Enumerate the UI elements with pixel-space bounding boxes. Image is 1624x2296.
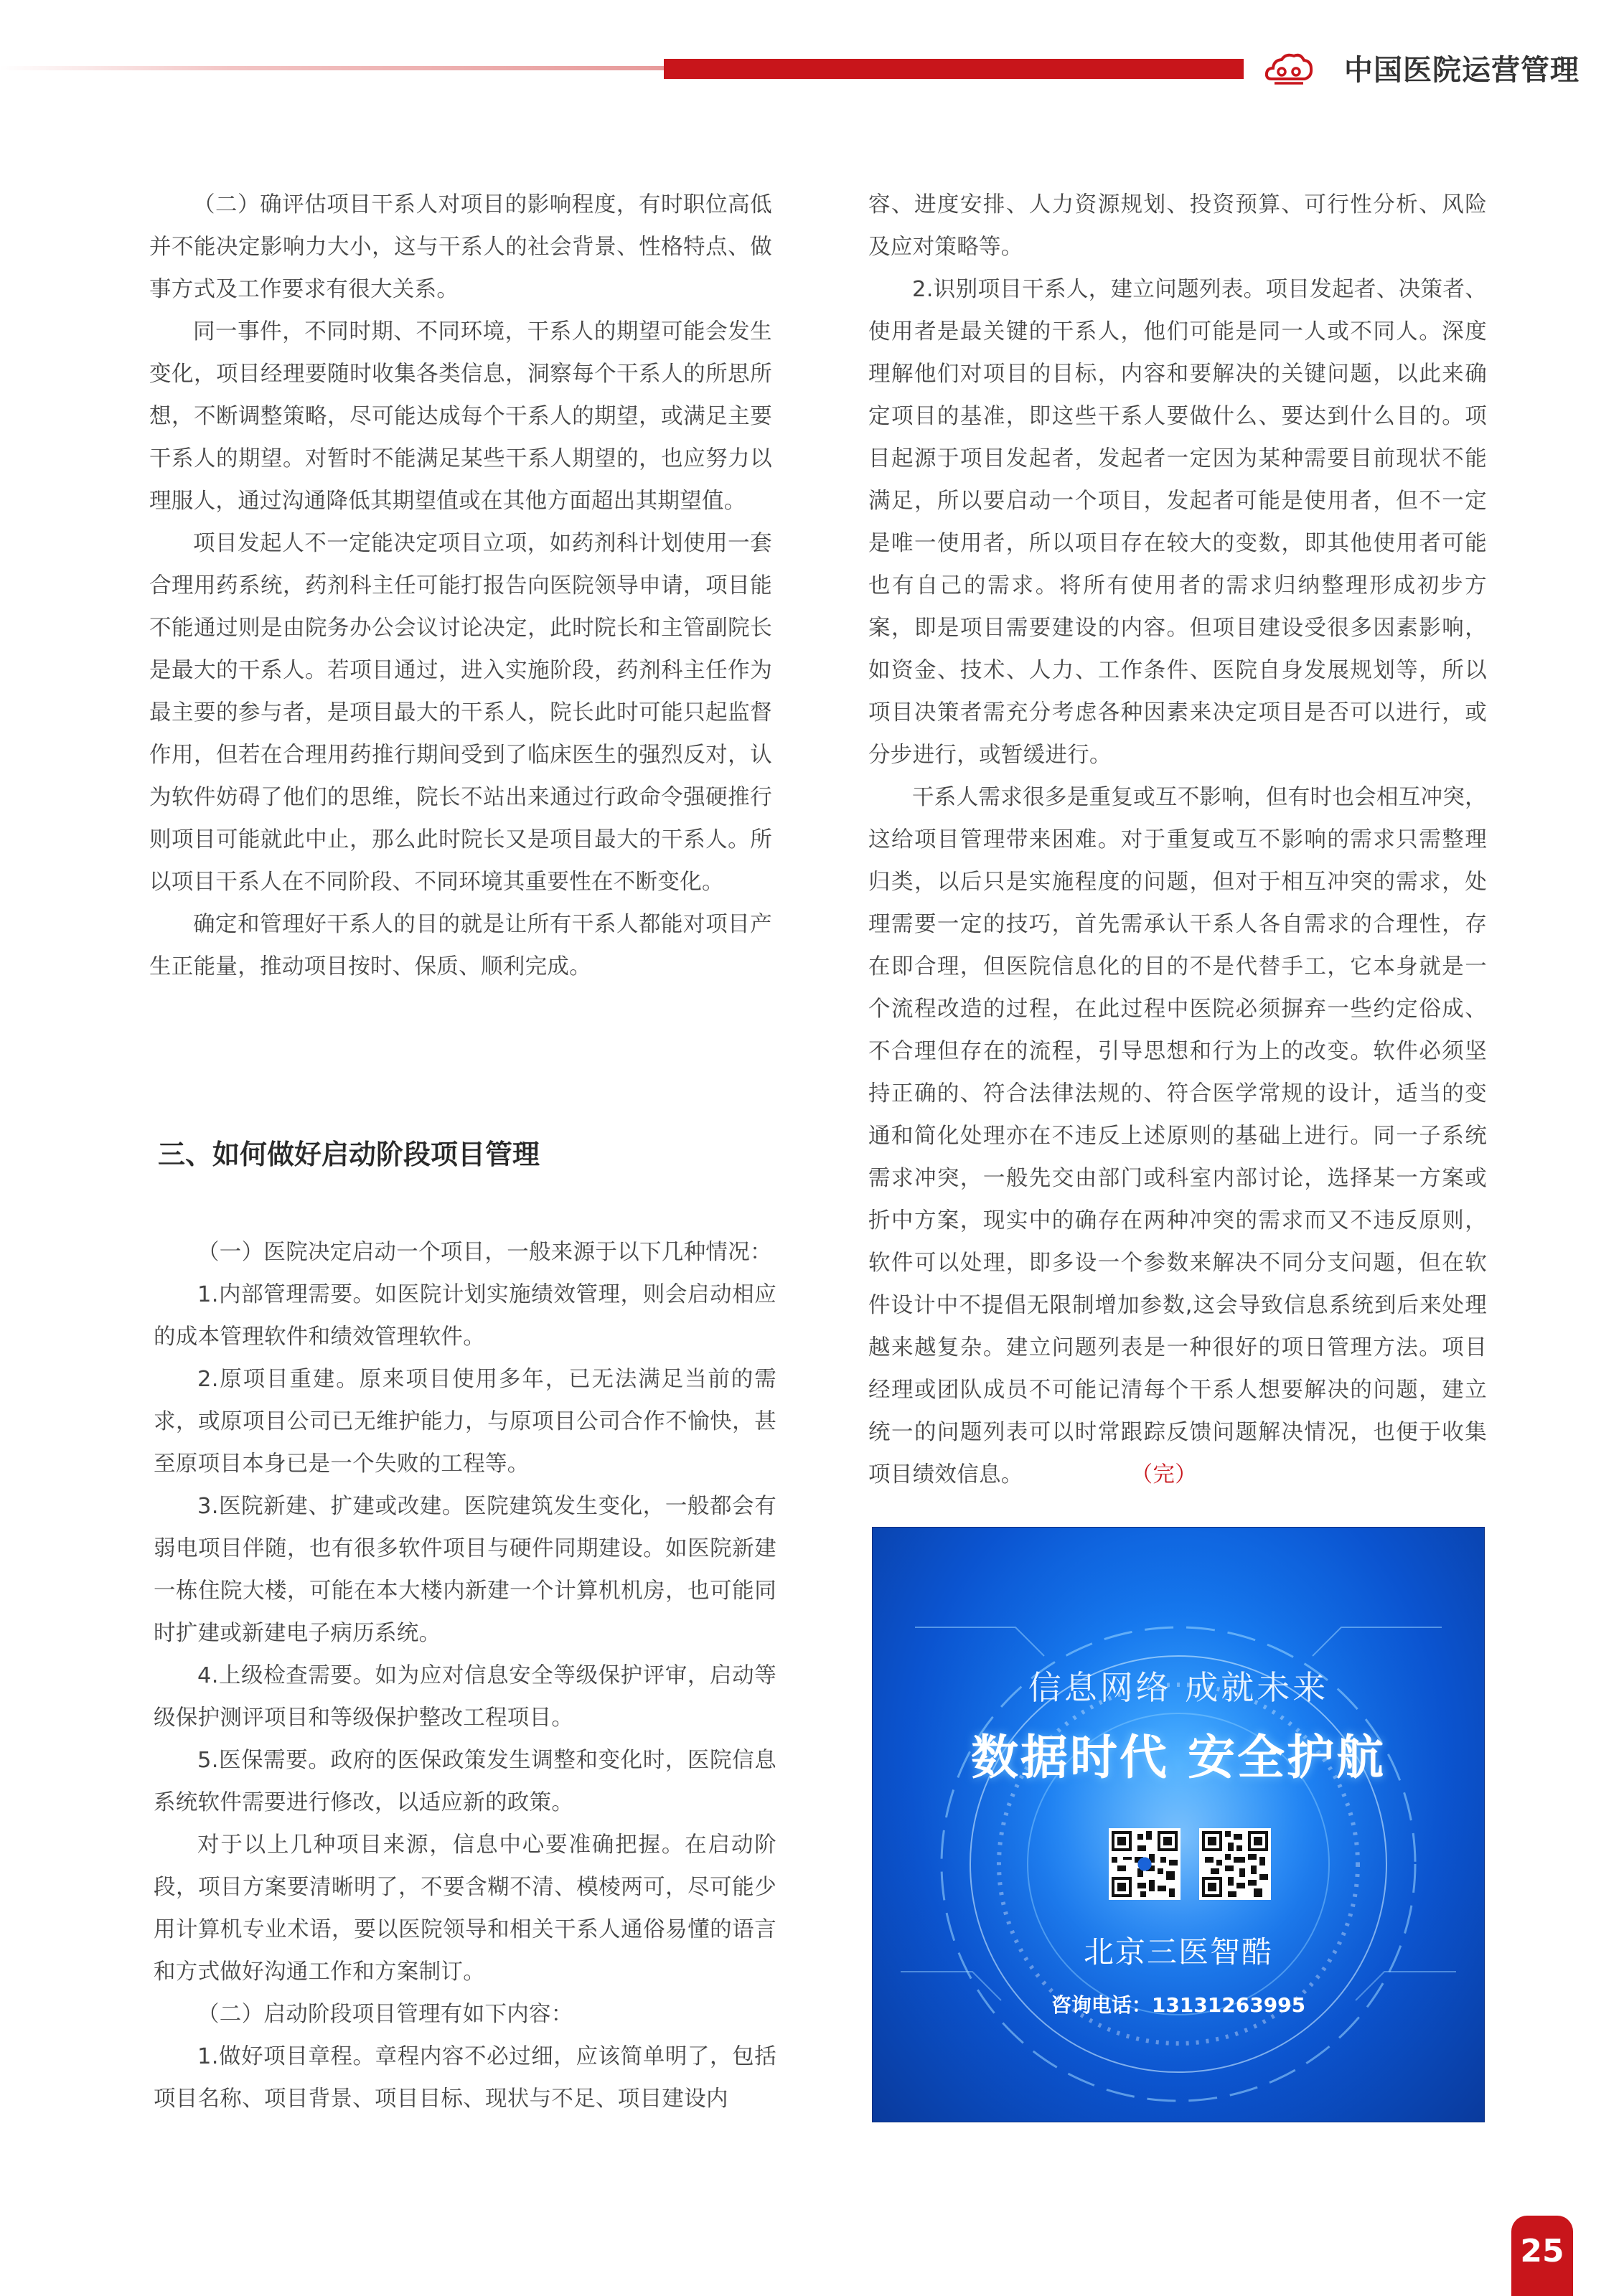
end-mark: （完） bbox=[1130, 1462, 1198, 1487]
header-rule-red bbox=[664, 59, 1244, 79]
paragraph: 同一事件，不同时期、不同环境，干系人的期望可能会发生变化，项目经理要随时收集各类信息，洞察每个干系人的所思所想，不断调整策略，尽可能达成每个干系人的期望，或满足主要干系人的期望。对暂时不能满足某些干系人期望的，也应努力以理服人，通过沟通降低其期望值或在其他方面超出其期望值。 bbox=[149, 319, 772, 514]
cloud-logo-icon bbox=[1264, 50, 1313, 88]
qr-code-icon bbox=[1199, 1828, 1271, 1900]
paragraph-text: 干系人需求很多是重复或互不影响，但有时也会相互冲突，这给项目管理带来困难。对于重复或互不影响的需求只需整理归类，以后只是实施程度的问题，但对于相互冲突的需求，处理需要一定的技巧，首先需承认干系人各自需求的合理性，存在即合理，但医院信息化的目的不是代替手工，它本身就是一个流程改造的过程，在此过程中医院必须摒弃一些约定俗成、不合理但存在的流程，引导思想和行为上的改变。软件必须坚持正确的、符合法律法规的、符合医学常规的设计，适当的变通和简化处理亦在不违反上述原则的基础上进行。同一子系统需求冲突，一般先交由部门或科室内部讨论，选择某一方案或折中方案，现实中的确存在两种冲突的需求而又不违反原则，软件可以处理，即多设一个参数来解决不同分支问题，但在软件设计中不提倡无限制增加参数,这会导致信息系统到后来处理越来越复杂。建立问题列表是一种很好的项日管理方法。项目经理或团队成员不可能记清每个干系人想要解决的问题，建立统一的问题列表可以时常跟踪反馈问题解决情况，也便于收集项目绩效信息。 bbox=[868, 785, 1487, 1487]
paragraph: （二）确评估项目干系人对项目的影响程度，有时职位高低并不能决定影响力大小，这与干系人的社会背景、性格特点、做事方式及工作要求有很大关系。 bbox=[149, 192, 772, 302]
header-rule-thin bbox=[0, 66, 664, 70]
ad-company: 北京三医智酷 bbox=[1083, 1934, 1273, 1970]
right-column bbox=[868, 184, 1487, 1496]
ad-slogan: 信息网络 成就未来 bbox=[1028, 1668, 1329, 1707]
publication-title: 中国医院运营管理 bbox=[1344, 54, 1580, 87]
left-column bbox=[149, 184, 772, 988]
paragraph: 3.医院新建、扩建或改建。医院建筑发生变化，一般都会有弱电项目伴随，也有很多软件项目与硬件同期建设。如医院新建一栋住院大楼，可能在本大楼内新建一个计算机机房，也可能同时扩建或新建电子病历系统。 bbox=[154, 1494, 776, 1646]
paragraph: 确定和管理好干系人的目的就是让所有干系人都能对项目产生正能量，推动项目按时、保质、顺利完成。 bbox=[149, 912, 772, 979]
ad-phone: 咨询电话：13131263995 bbox=[1051, 1993, 1306, 2017]
paragraph: 1.内部管理需要。如医院计划实施绩效管理，则会启动相应的成本管理软件和绩效管理软件。 bbox=[154, 1282, 776, 1350]
paragraph: 4.上级检查需要。如为应对信息安全等级保护评审，启动等级保护测评项目和等级保护整改工程项目。 bbox=[154, 1663, 776, 1731]
page-number: 25 bbox=[1511, 2216, 1573, 2296]
paragraph: （二）启动阶段项目管理有如下内容： bbox=[197, 2002, 573, 2027]
paragraph: 2.识别项目干系人，建立问题列表。项目发起者、决策者、使用者是最关键的干系人，他们可能是同一人或不同人。深度理解他们对项目的目标，内容和要解决的关键问题，以此来确定项目的基准，即这些干系人要做什么、要达到什么目的。项目起源于项目发起者，发起者一定因为某种需要目前现状不能满足，所以要启动一个项目，发起者可能是使用者，但不一定是唯一使用者，所以项目存在较大的变数，即其他使用者可能也有自己的需求。将所有使用者的需求归纳整理形成初步方案，即是项目需要建设的内容。但项目建设受很多因素影响，如资金、技术、人力、工作条件、医院自身发展规划等，所以项目决策者需充分考虑各种因素来决定项目是否可以进行，或分步进行，或暂缓进行。 bbox=[868, 277, 1487, 768]
paragraph: 1.做好项目章程。章程内容不必过细，应该简单明了，包括项目名称、项目背景、项目目标、现状与不足、项目建设内 bbox=[154, 2044, 776, 2112]
paragraph bbox=[868, 776, 1487, 1496]
paragraph: 项目发起人不一定能决定项目立项，如药剂科计划使用一套合理用药系统，药剂科主任可能打报告向医院领导申请，项目能不能通过则是由院务办公会议讨论决定，此时院长和主管副院长是最大的干系人。若项目通过，进入实施阶段，药剂科主任作为最主要的参与者，是项目最大的干系人，院长此时可能只起监督作用，但若在合理用药推行期间受到了临床医生的强烈反对，认为软件妨碍了他们的思维，院长不站出来通过行政命令强硬推行则项目可能就此中止，那么此时院长又是项目最大的干系人。所以项目干系人在不同阶段、不同环境其重要性在不断变化。 bbox=[149, 531, 772, 895]
section-heading: 三、如何做好启动阶段项目管理 bbox=[158, 1139, 540, 1170]
paragraph: 对于以上几种项目来源，信息中心要准确把握。在启动阶段，项目方案要清晰明了，不要含糊不清、模棱两可，尽可能少用计算机专业术语，要以医院领导和相关干系人通俗易懂的语言和方式做好沟通工作和方案制订。 bbox=[154, 1832, 776, 1985]
ad-headline: 数据时代 安全护航 bbox=[971, 1730, 1386, 1785]
paragraph: 2.原项目重建。原来项目使用多年，已无法满足当前的需求，或原项目公司已无维护能力，与原项目公司合作不愉快，甚至原项目本身已是一个失败的工程等。 bbox=[154, 1367, 776, 1477]
paragraph: 5.医保需要。政府的医保政策发生调整和变化时，医院信息系统软件需要进行修改，以适应新的政策。 bbox=[154, 1748, 776, 1815]
qr-code-icon bbox=[1109, 1828, 1181, 1900]
advertisement-banner bbox=[872, 1527, 1485, 2122]
paragraph: （一）医院决定启动一个项目，一般来源于以下几种情况： bbox=[197, 1240, 772, 1265]
tech-ring-graphic bbox=[872, 1527, 1485, 2122]
left-column-section bbox=[154, 1231, 776, 2120]
paragraph: 容、进度安排、人力资源规划、投资预算、可行性分析、风险及应对策略等。 bbox=[868, 192, 1487, 260]
